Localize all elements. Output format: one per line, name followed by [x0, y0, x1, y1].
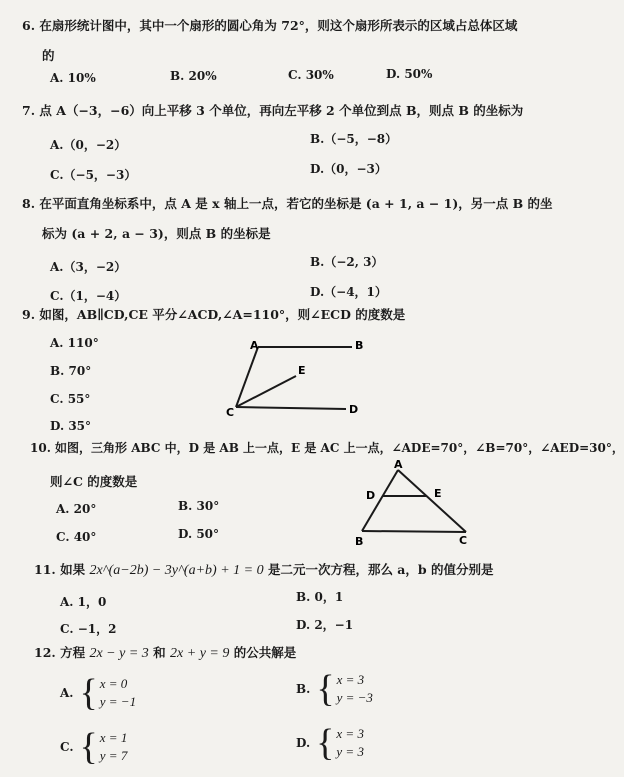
q11-option-b: B. 0，1 — [296, 590, 344, 604]
brace-icon: { — [79, 672, 98, 714]
q10-label-a: A — [394, 458, 403, 471]
q7-option-b: B.（−5，−8） — [310, 132, 398, 146]
q12-option-b-eq2: y = −3 — [336, 690, 373, 705]
q12-option-c-eq2: y = 7 — [99, 748, 128, 763]
q8-option-b: B.（−2, 3） — [310, 255, 384, 269]
q9-option-a: A. 110° — [50, 336, 99, 350]
q7-option-d: D.（0，−3） — [310, 162, 387, 176]
q12-option-b-label: B. — [296, 682, 311, 696]
q12-option-a-label: A. — [60, 686, 74, 700]
q8-option-c: C.（1，−4） — [50, 289, 127, 303]
q10-label-e: E — [434, 487, 442, 500]
q6-option-c: C. 30% — [288, 68, 334, 82]
q10-stem-line2: 则∠C 的度数是 — [50, 474, 138, 489]
q12-prefix: 12. 方程 — [34, 645, 86, 660]
q9-label-b: B — [355, 339, 364, 352]
q9-label-d: D — [349, 403, 359, 416]
q10-option-d: D. 50° — [178, 527, 220, 541]
brace-icon: { — [316, 668, 335, 710]
q12-option-c — [60, 728, 127, 766]
brace-icon: { — [316, 722, 335, 764]
q11-suffix: 是二元一次方程，那么 a，b 的值分别是 — [267, 562, 494, 577]
q12-option-c-label: C. — [60, 740, 74, 754]
q8-stem-line1: 8. 在平面直角坐标系中，点 A 是 x 轴上一点，若它的坐标是 (a + 1, a − 1)，另一点 B 的坐 — [22, 196, 553, 211]
q9-option-c: C. 55° — [50, 392, 91, 406]
q12-mid: 和 — [153, 645, 166, 660]
q9-line-cd — [236, 407, 346, 409]
q6-stem-line1: 6. 在扇形统计图中，其中一个扇形的圆心角为 72°，则这个扇形所表示的区域占总体区域 — [22, 18, 518, 33]
q10-line-bc — [362, 531, 466, 532]
q12-suffix: 的公共解是 — [233, 645, 297, 660]
q6-option-d: D. 50% — [386, 67, 433, 81]
q10-stem-line1: 10. 如图，三角形 ABC 中，D 是 AB 上一点，E 是 AC 上一点，∠ADE=70°，∠B=70°，∠AED=30°， — [30, 441, 624, 455]
q6-option-a: A. 10% — [50, 71, 96, 85]
q12-equation-2: 2x + y = 9 — [170, 646, 230, 661]
q11-option-d: D. 2，−1 — [296, 618, 354, 632]
q12-option-a-eq2: y = −1 — [99, 694, 137, 709]
q12-option-d-eq1: x = 3 — [336, 726, 364, 741]
q6-stem-line2: 的 — [42, 48, 55, 63]
q12-option-a — [60, 674, 136, 712]
q9-label-a: A — [250, 339, 259, 352]
q12-equation-1: 2x − y = 3 — [89, 646, 149, 661]
q11-stem — [34, 560, 494, 579]
q10-option-c: C. 40° — [56, 530, 97, 544]
q12-option-d-eq2: y = 3 — [336, 744, 364, 759]
q10-option-b: B. 30° — [178, 499, 220, 513]
q12-option-b — [296, 670, 373, 708]
q10-line-ac — [398, 470, 466, 532]
q10-option-a: A. 20° — [56, 502, 97, 516]
q10-label-d: D — [366, 489, 376, 502]
q7-stem: 7. 点 A（−3，−6）向上平移 3 个单位，再向左平移 2 个单位到点 B，则点 B 的坐标为 — [22, 103, 524, 118]
q8-stem-line2: 标为 (a + 2, a − 3)，则点 B 的坐标是 — [42, 226, 271, 241]
q10-label-c: C — [459, 534, 468, 547]
q12-stem — [34, 643, 296, 662]
q9-option-d: D. 35° — [50, 419, 92, 433]
q9-label-e: E — [298, 364, 306, 377]
q8-option-a: A.（3，−2） — [50, 260, 127, 274]
q11-option-c: C. −1，2 — [60, 622, 117, 636]
q9-stem: 9. 如图，AB∥CD,CE 平分∠ACD,∠A=110°，则∠ECD 的度数是 — [22, 307, 406, 322]
q12-option-d — [296, 724, 364, 762]
q12-option-c-eq1: x = 1 — [99, 730, 128, 745]
q6-option-b: B. 20% — [170, 69, 217, 83]
q10-label-b: B — [355, 535, 364, 548]
brace-icon: { — [79, 726, 98, 768]
q12-option-a-eq1: x = 0 — [99, 676, 128, 691]
q7-option-c: C.（−5，−3） — [50, 168, 137, 182]
q11-option-a: A. 1，0 — [60, 595, 107, 609]
q12-option-b-eq1: x = 3 — [336, 672, 365, 687]
q12-option-d-label: D. — [296, 736, 311, 750]
q11-equation: 2x^(a−2b) − 3y^(a+b) + 1 = 0 — [89, 563, 264, 578]
q8-option-d: D.（−4，1） — [310, 285, 387, 299]
q9-label-c: C — [226, 406, 235, 419]
q9-option-b: B. 70° — [50, 364, 92, 378]
q7-option-a: A.（0，−2） — [50, 138, 127, 152]
q11-prefix: 11. 如果 — [34, 562, 86, 577]
